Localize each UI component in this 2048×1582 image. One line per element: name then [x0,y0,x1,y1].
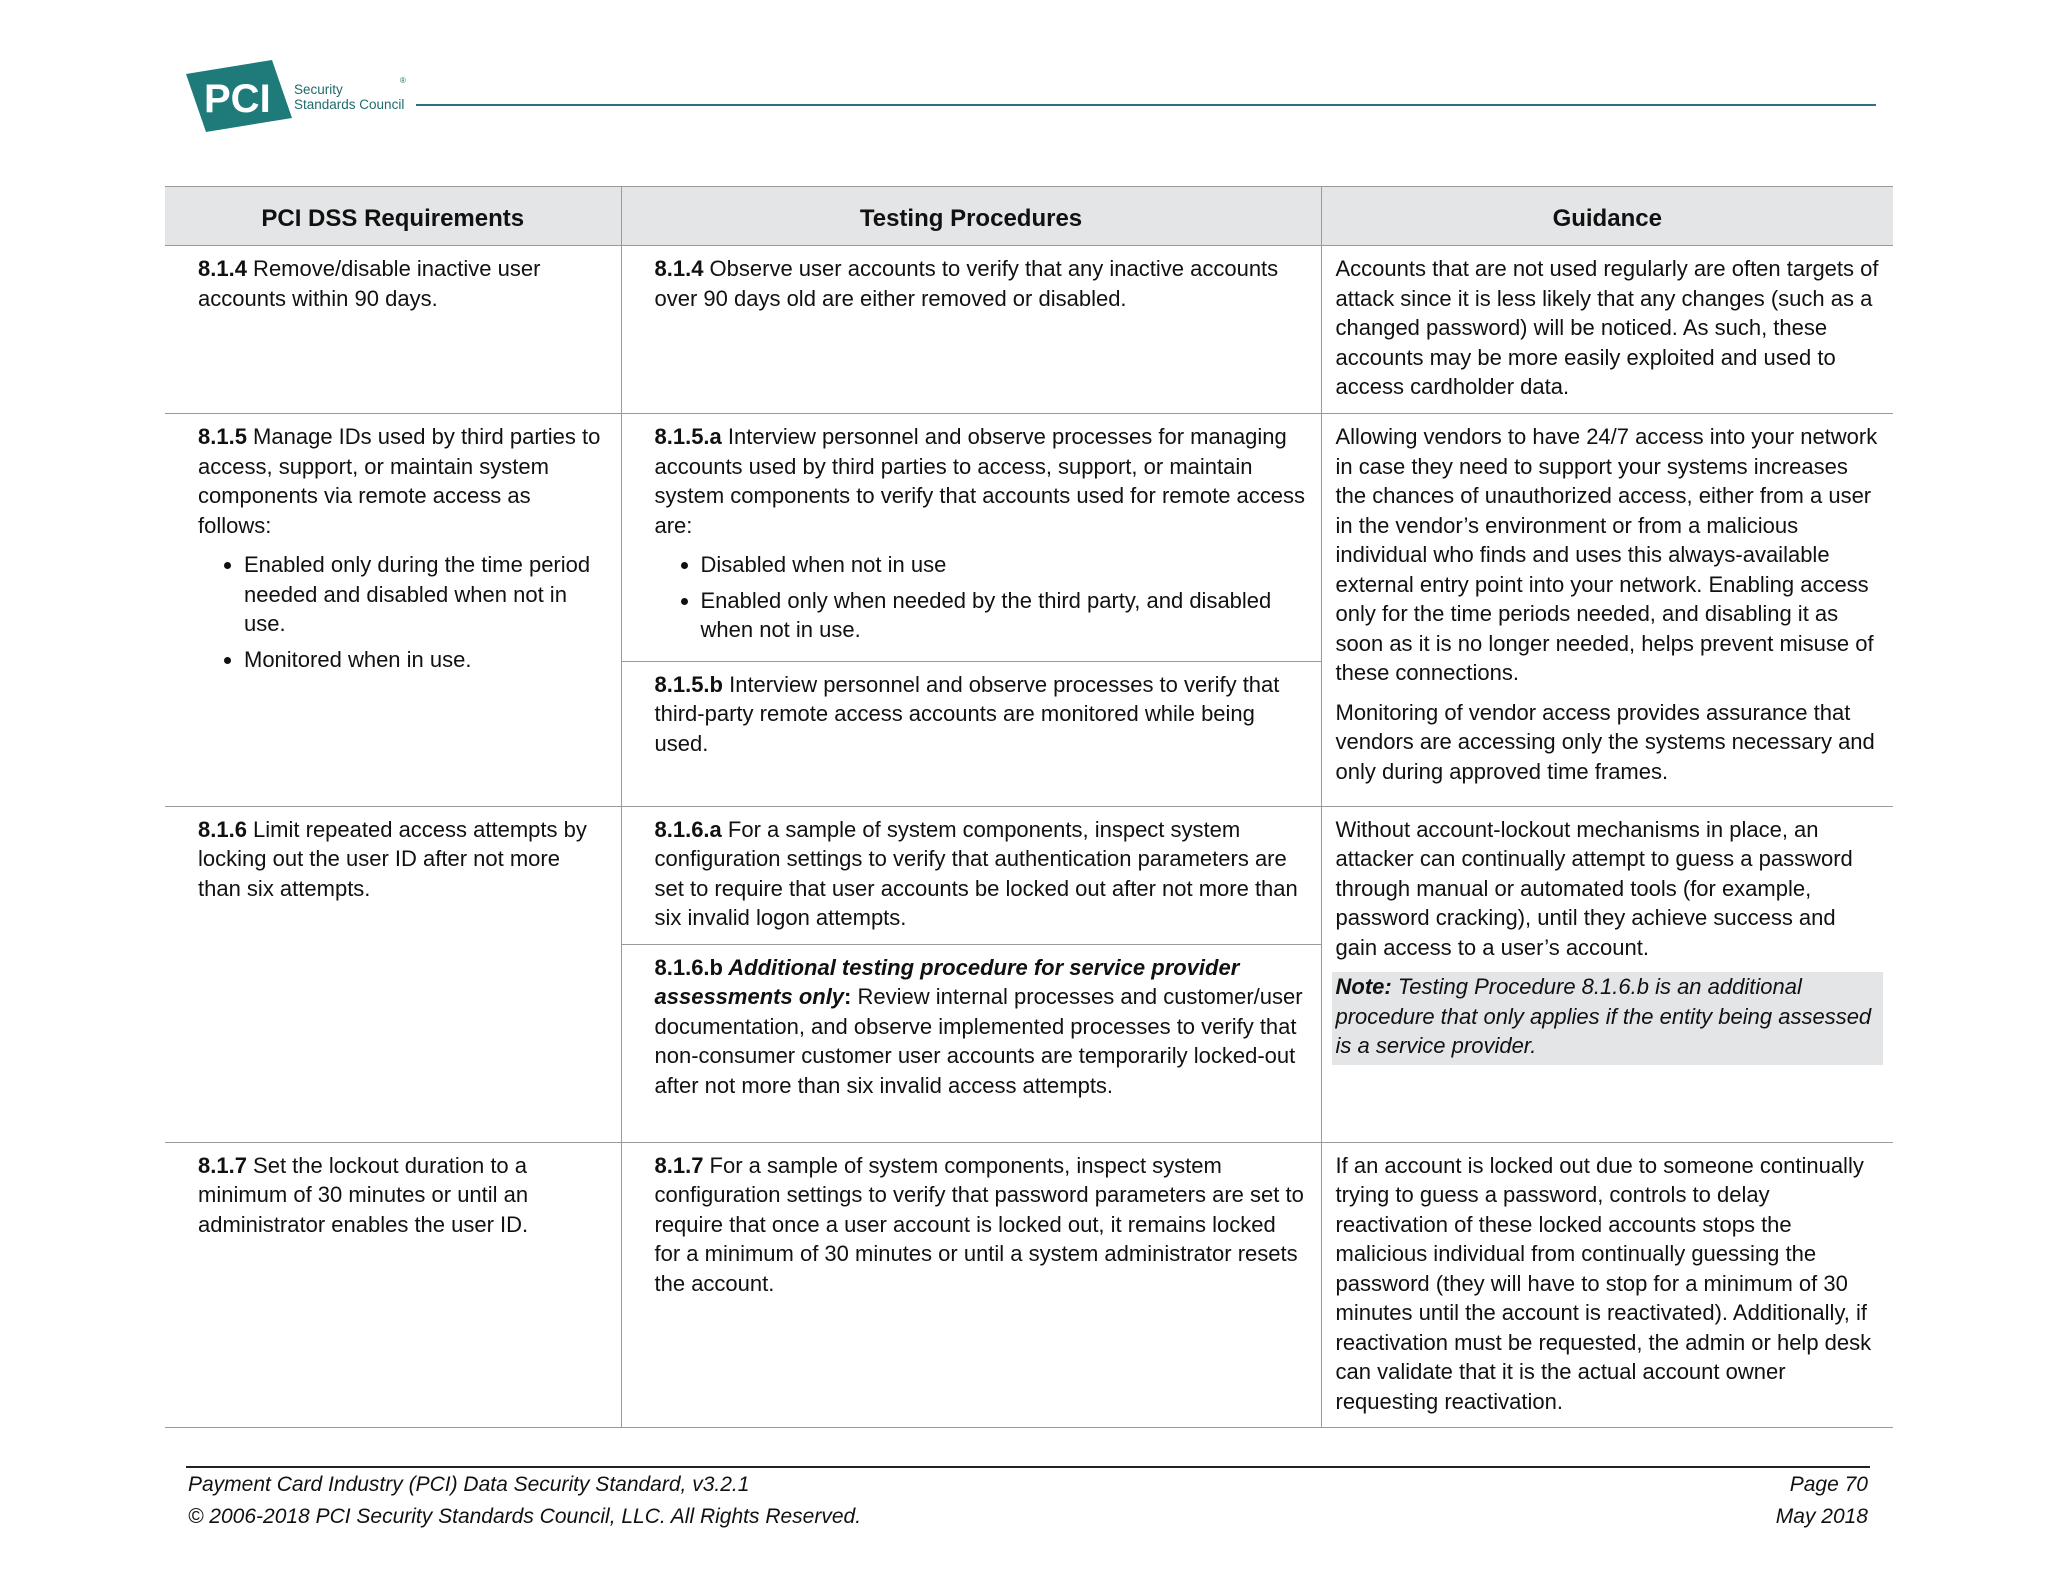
req-cell-8-1-6 [165,806,621,1142]
req-id: 8.1.6 [198,816,247,842]
tp-emphasis: Additional testing procedure for service provider assessments only [654,954,1240,1009]
list-item: • Disabled when not in use [701,550,1307,580]
tp-cell-8-1-6a [621,806,1321,944]
requirements-table [165,186,1893,1428]
guidance-cell-8-1-7 [1321,1142,1893,1427]
tp-text: Interview personnel and observe processes for managing accounts used by third parties to access, support, or maintain system components to verify that accounts used for remote access are: [654,424,1306,538]
note-text: Testing Procedure 8.1.6.b is an additional procedure that only applies if the entity being assessed is a service provider. [1335,974,1872,1058]
tp-text: Review internal processes and customer/user documentation, and observe implemented processes to verify that non-consumer customer user accounts are temporarily locked-out after not more than six invalid access attempts. [654,984,1303,1098]
req-bullet-list [198,550,607,674]
tp-text: For a sample of system components, inspect system configuration settings to verify that authentication parameters are set to require that user accounts be locked out after not more than six invalid logon attempts. [654,816,1298,930]
logo-registered-mark: ® [400,76,406,85]
tp-id: 8.1.4 [654,256,704,281]
guidance-note [1332,972,1884,1065]
pci-logo-mark [186,60,292,132]
tp-cell-8-1-6b [621,944,1321,1142]
header-rule [416,104,1876,106]
footer-date: May 2018 [1775,1505,1868,1528]
tp-id: 8.1.6.a [654,816,722,842]
footer-rule [186,1466,1870,1468]
guidance-text: Monitoring of vendor access provides assurance that vendors are accessing only the systems necessary and only during approved time frames. [1335,699,1875,784]
guidance-text: Without account-lockout mechanisms in place, an attacker can continually attempt to guess a password through manual or automated tools (for example, password cracking), until they achieve success and gain access to a user’s account. [1335,816,1853,960]
tp-text: Observe user accounts to verify that any inactive accounts over 90 days old are either removed or disabled. [654,256,1279,311]
guidance-text: Accounts that are not used regularly are often targets of attack since it is less likely that any changes (such as a changed password) will be noticed. As such, these accounts may be more easily exploited and used to access cardholder data. [1335,256,1879,399]
footer-document-title: Payment Card Industry (PCI) Data Security Standard, v3.2.1 [188,1473,750,1496]
tp-text: For a sample of system components, inspect system configuration settings to verify that password parameters are set to require that once a user account is locked out, it remains locked for a minimum of 30 minutes or until a system administrator resets the account. [654,1152,1304,1296]
note-label: Note: [1335,974,1392,999]
req-cell-8-1-7 [165,1142,621,1427]
tp-bullet-list [655,550,1307,645]
table-row-8-1-7 [165,1142,1893,1427]
guidance-cell-8-1-5 [1321,414,1893,807]
logo-line-1: Security [294,82,343,97]
req-id: 8.1.7 [198,1152,247,1178]
logo-wordmark [294,82,404,112]
guidance-cell-8-1-6 [1321,806,1893,1142]
tp-text: Interview personnel and observe processes to verify that third-party remote access accounts are monitored while being used. [654,671,1280,756]
table-row-8-1-5a [165,414,1893,662]
req-cell-8-1-4 [165,246,621,414]
list-item: • Enabled only during the time period needed and disabled when not in use. [244,550,607,639]
tp-id: 8.1.5.a [654,424,722,449]
table-header-row [165,187,1893,246]
list-item: • Monitored when in use. [244,645,607,675]
table-row-8-1-6a [165,806,1893,944]
col-header-guidance: Guidance [1321,187,1893,246]
guidance-text: If an account is locked out due to someone continually trying to guess a password, controls to delay reactivation of these locked accounts stops the malicious individual from continually guessing the password (they will have to stop for a minimum of 30 minutes until the account is reactivated). Additionally, if reactivation must be requested, the admin or help desk can validate that it is the actual account owner requesting reactivation. [1335,1152,1872,1414]
tp-colon: : [844,984,852,1009]
req-text: Set the lockout duration to a minimum of 30 minutes or until an administrator enables the user ID. [198,1152,529,1237]
logo-mark-text: PCI [204,77,271,121]
req-text: Manage IDs used by third parties to access, support, or maintain system components via remote access as follows: [198,424,601,538]
req-cell-8-1-5 [165,414,621,807]
guidance-cell-8-1-4 [1321,246,1893,414]
tp-cell-8-1-4 [621,246,1321,414]
pci-logo [186,60,416,132]
tp-cell-8-1-7 [621,1142,1321,1427]
req-text: Limit repeated access attempts by locking out the user ID after not more than six attempts. [198,816,587,901]
col-header-requirements: PCI DSS Requirements [165,187,621,246]
tp-cell-8-1-5b [621,661,1321,806]
col-header-testing-procedures: Testing Procedures [621,187,1321,246]
req-id: 8.1.5 [198,424,247,449]
tp-id: 8.1.6.b [654,954,723,980]
table-row-8-1-4 [165,246,1893,414]
tp-cell-8-1-5a [621,414,1321,662]
tp-id: 8.1.7 [654,1152,704,1178]
footer-copyright: © 2006-2018 PCI Security Standards Council, LLC. All Rights Reserved. [188,1505,862,1528]
req-text: Remove/disable inactive user accounts within 90 days. [198,256,541,311]
guidance-text: Allowing vendors to have 24/7 access into your network in case they need to support your systems increases the chances of unauthorized access, either from a user in the vendor’s environment or from a malicious individual who finds and uses this always-available external entry point into your network. Enabling access only for the time periods needed, and disabling it as soon as it is no longer needed, helps prevent misuse of these connections. [1335,424,1878,685]
footer-page-number: Page 70 [1789,1473,1868,1496]
logo-line-2: Standards Council [294,97,405,112]
tp-id: 8.1.5.b [654,671,723,697]
req-id: 8.1.4 [198,256,247,281]
list-item: • Enabled only when needed by the third party, and disabled when not in use. [701,586,1307,645]
